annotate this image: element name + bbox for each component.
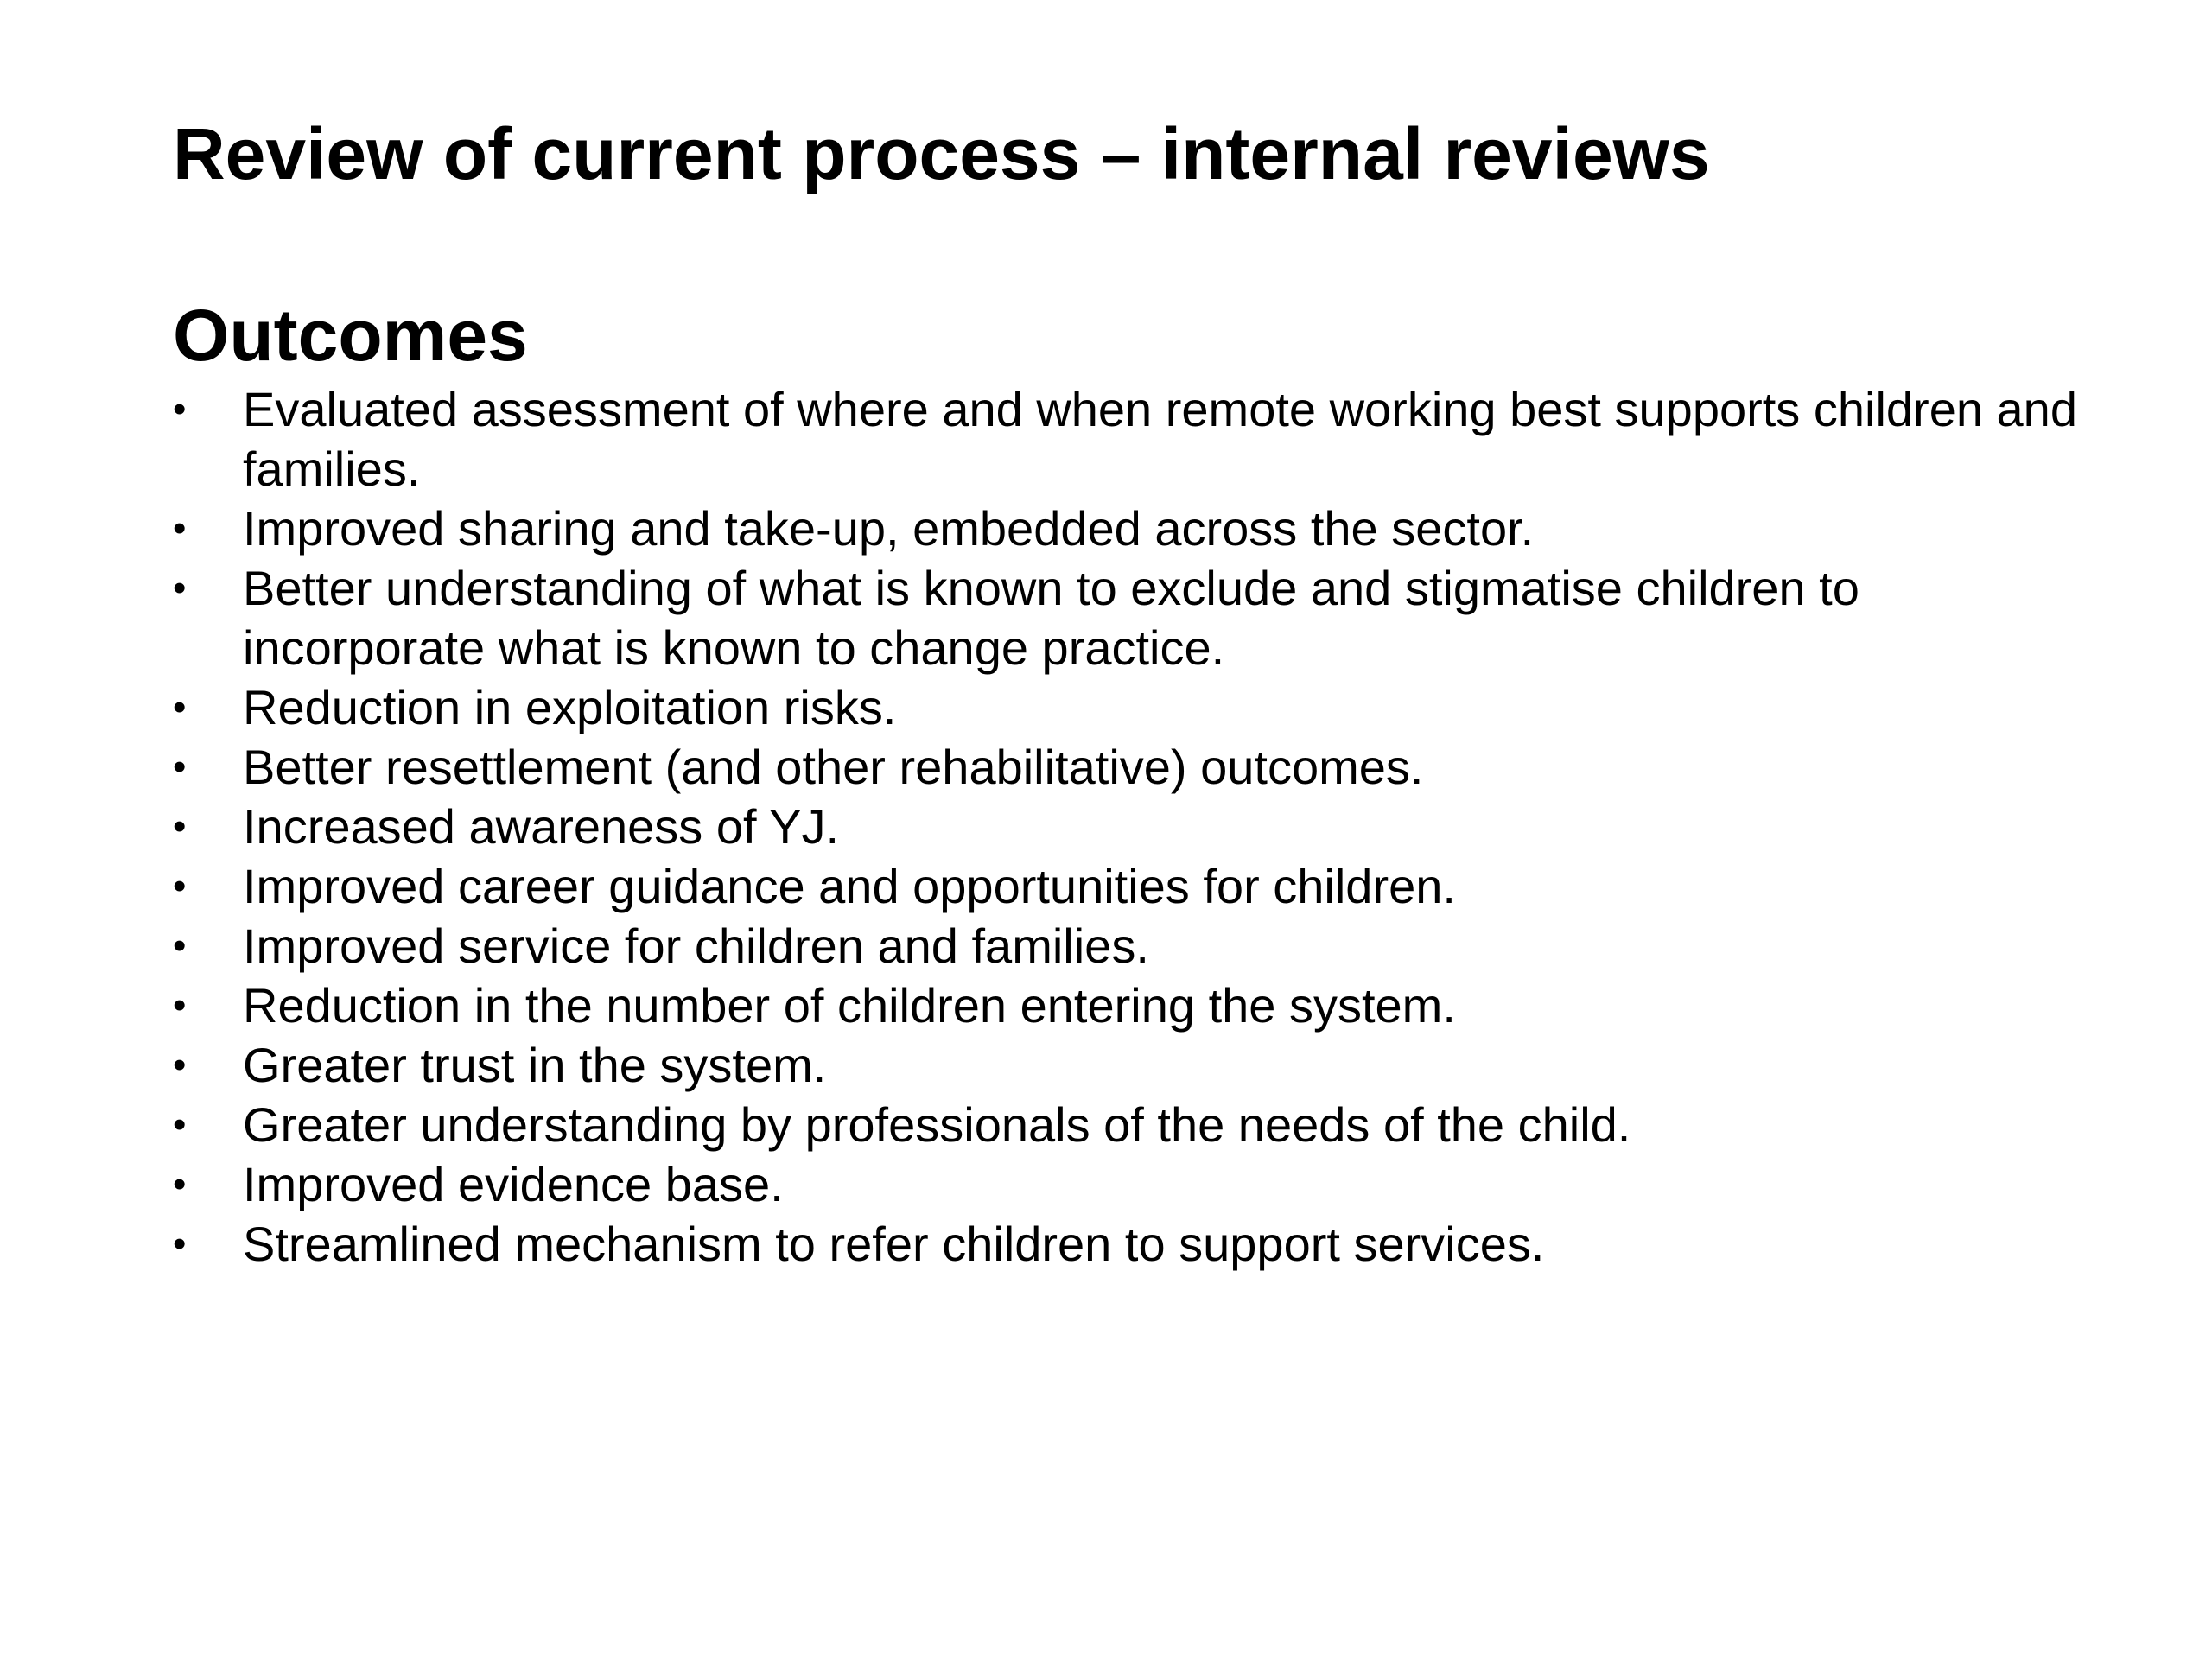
bullet-icon: •: [173, 805, 187, 848]
bullet-icon: •: [173, 984, 187, 1027]
list-item: [173, 976, 2108, 1035]
bullet-icon: •: [173, 1223, 187, 1265]
bullet-icon: •: [173, 388, 187, 430]
list-item-text: Improved evidence base.: [243, 1157, 784, 1211]
list-item-text: Better understanding of what is known to exclude and stigmatise children to incorporate what is known to change practice.: [243, 561, 1859, 675]
bullet-icon: •: [173, 1103, 187, 1146]
list-item-text: Greater understanding by professionals of the needs of the child.: [243, 1097, 1631, 1152]
list-item: [173, 1154, 2108, 1214]
list-item-text: Reduction in exploitation risks.: [243, 680, 897, 734]
list-item: [173, 916, 2108, 976]
list-item: [173, 797, 2108, 856]
bullet-icon: •: [173, 1163, 187, 1205]
list-item-text: Improved service for children and families.: [243, 918, 1149, 973]
outcomes-list: [173, 379, 2108, 1274]
section-heading: Outcomes: [173, 295, 528, 376]
list-item: [173, 379, 2108, 499]
slide-title: Review of current process – internal reviews: [173, 113, 1710, 194]
bullet-icon: •: [173, 865, 187, 907]
list-item-text: Increased awareness of YJ.: [243, 799, 840, 854]
list-item-text: Better resettlement (and other rehabilitative) outcomes.: [243, 740, 1424, 794]
list-item-text: Evaluated assessment of where and when remote working best supports children and families.: [243, 382, 2077, 496]
list-item: [173, 1095, 2108, 1154]
bullet-icon: •: [173, 925, 187, 967]
bullet-icon: •: [173, 507, 187, 550]
list-item-text: Improved career guidance and opportunities for children.: [243, 859, 1456, 913]
bullet-icon: •: [173, 746, 187, 788]
bullet-icon: •: [173, 686, 187, 728]
list-item-text: Greater trust in the system.: [243, 1038, 827, 1092]
list-item: [173, 856, 2108, 916]
bullet-icon: •: [173, 567, 187, 609]
list-item: [173, 1214, 2108, 1274]
list-item-text: Improved sharing and take-up, embedded across the sector.: [243, 501, 1535, 556]
list-item: [173, 499, 2108, 558]
bullet-icon: •: [173, 1044, 187, 1086]
list-item-text: Streamlined mechanism to refer children to support services.: [243, 1217, 1545, 1271]
list-item: [173, 677, 2108, 737]
list-item: [173, 1035, 2108, 1095]
list-item: [173, 737, 2108, 797]
list-item-text: Reduction in the number of children entering the system.: [243, 978, 1456, 1033]
list-item: [173, 558, 2108, 677]
